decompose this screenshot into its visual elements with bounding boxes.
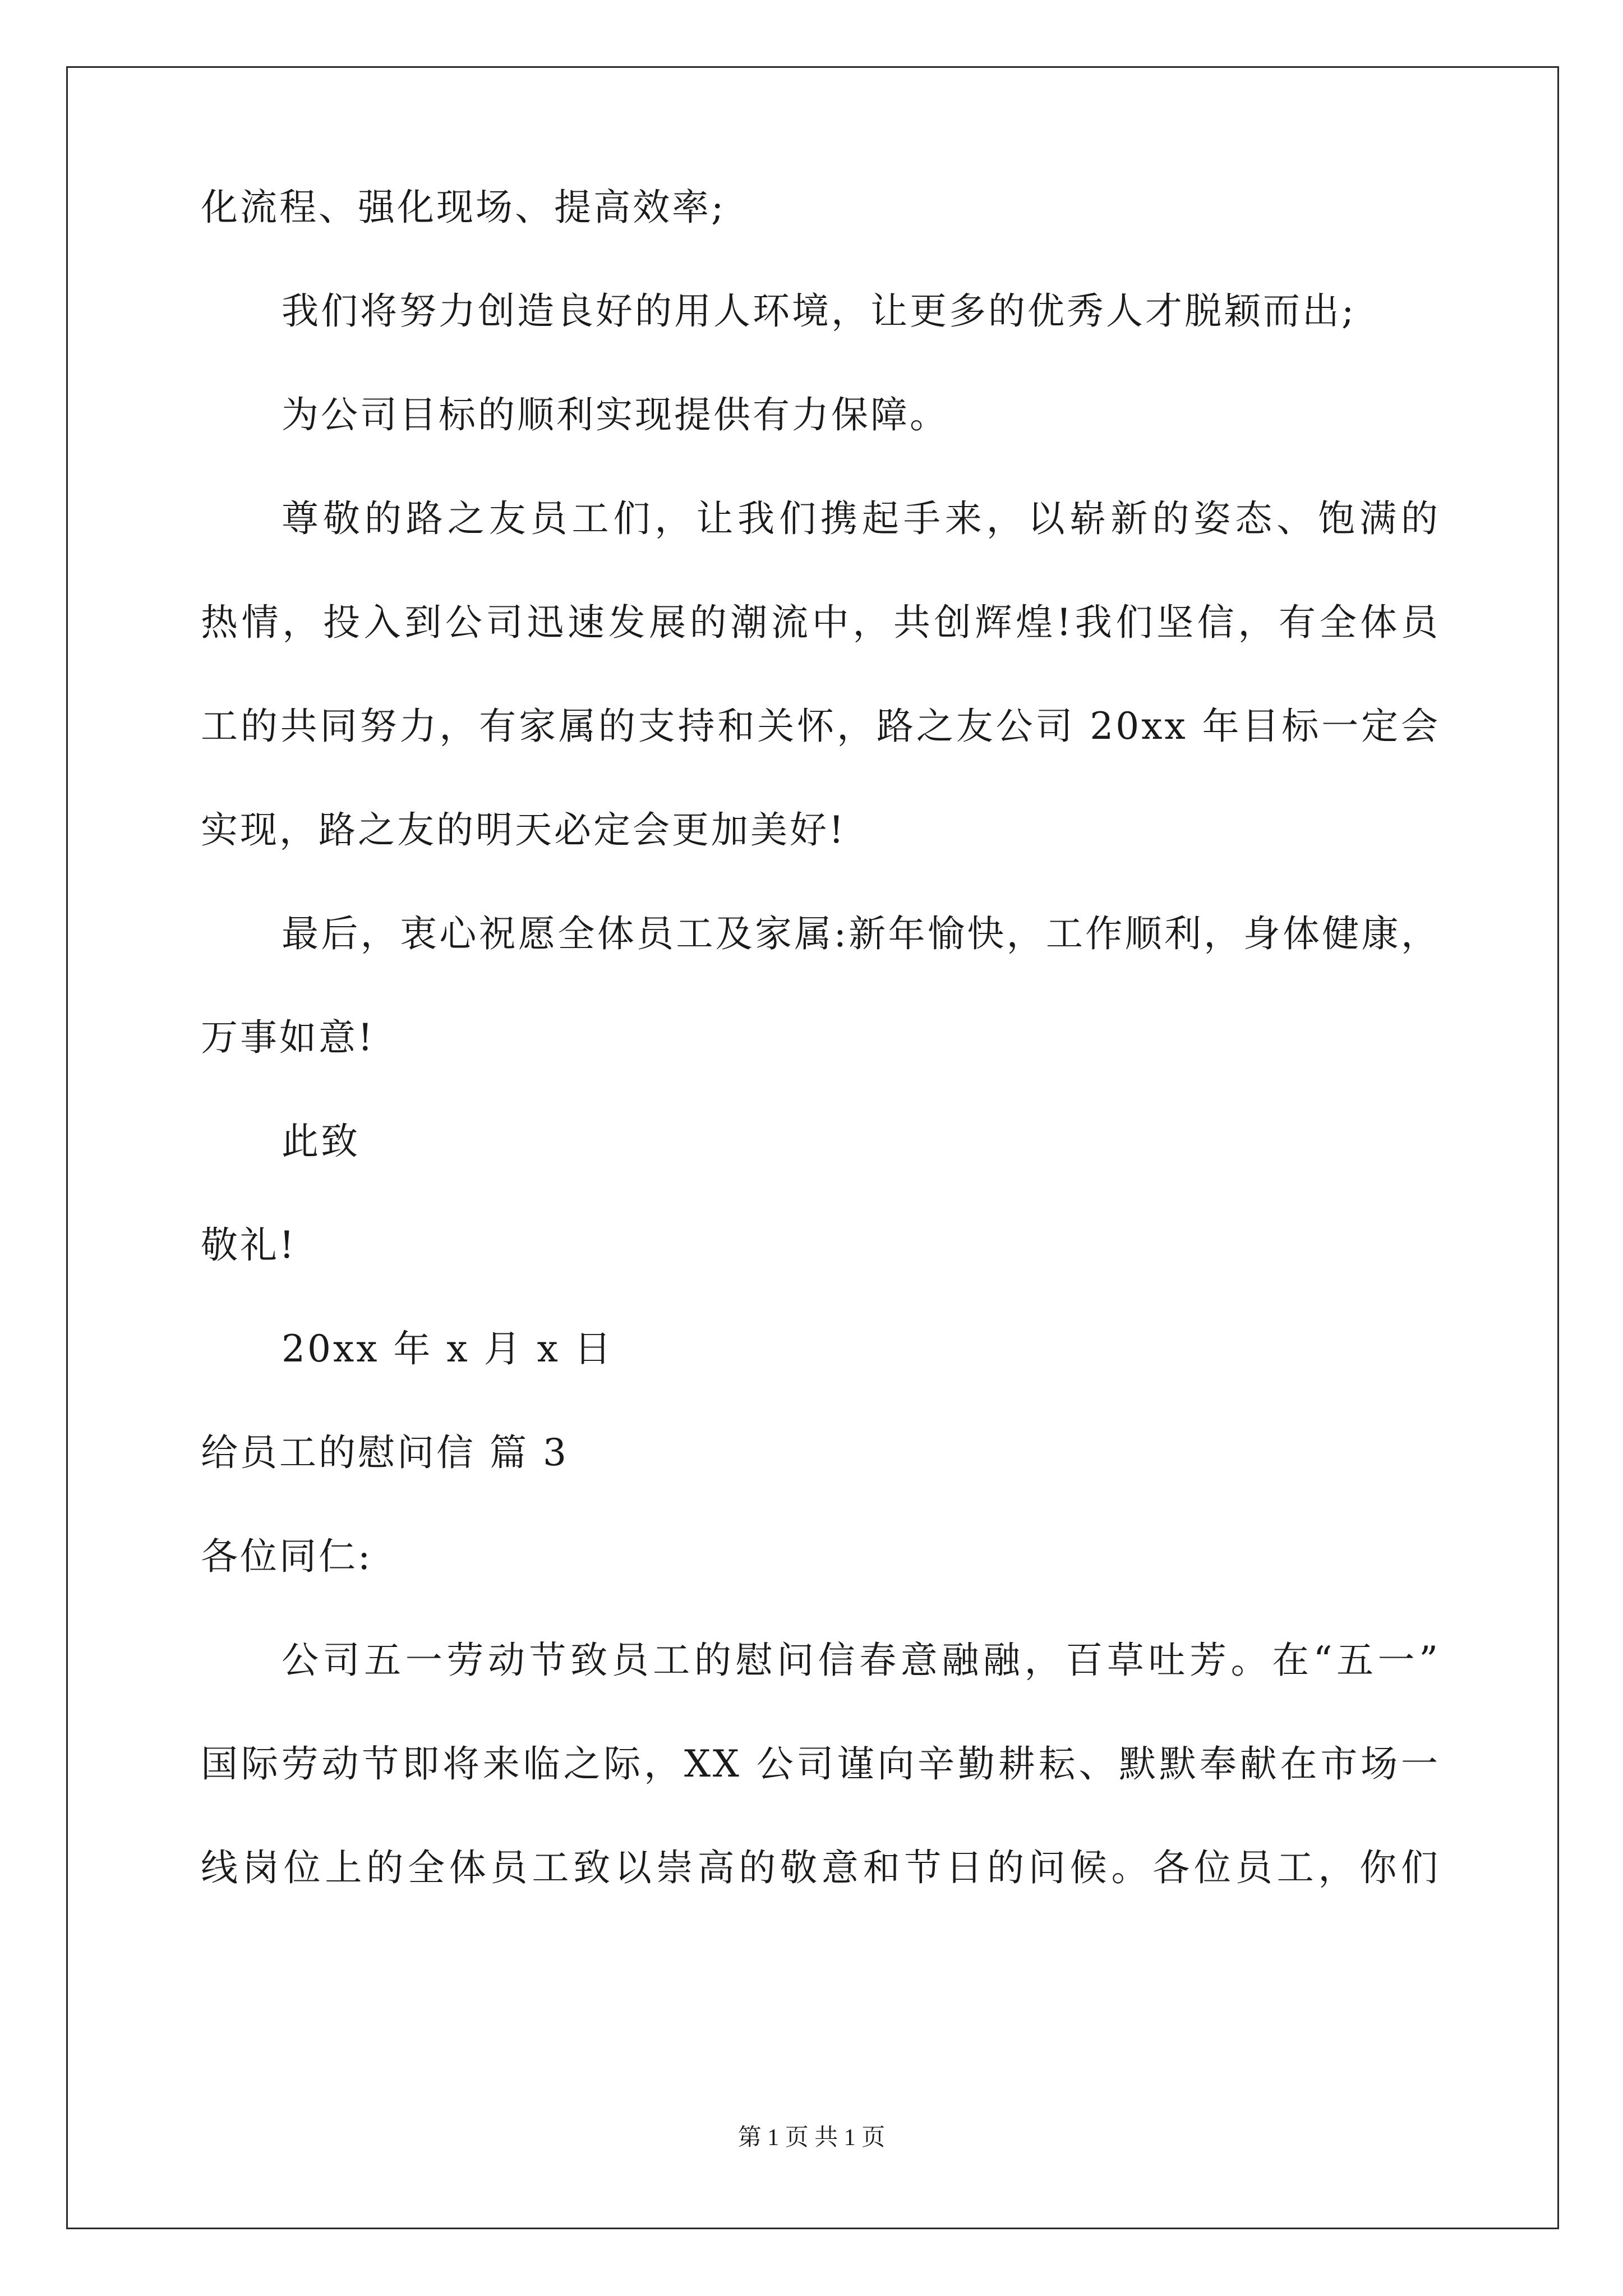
greeting: 各位同仁: [201, 1535, 373, 1578]
paragraph-line: 化流程、强化现场、提高效率; [201, 186, 726, 229]
date-line: 20xx 年 x 月 x 日 [282, 1327, 614, 1370]
paragraph-line: 实现，路之友的明天必定会更加美好! [201, 808, 846, 852]
paragraph-line: 万事如意! [201, 1016, 375, 1059]
closing-regards: 敬礼! [201, 1223, 297, 1267]
paragraph-line: 公司五一劳动节致员工的慰问信春意融融，百草吐芳。在“五一” [282, 1639, 1440, 1682]
paragraph-line: 国际劳动节即将来临之际，XX 公司谨向辛勤耕耘、默默奉献在市场一 [201, 1742, 1440, 1786]
paragraph-line: 为公司目标的顺利实现提供有力保障。 [282, 393, 949, 436]
paragraph-line: 线岗位上的全体员工致以崇高的敬意和节日的问候。各位员工，你们 [201, 1846, 1440, 1889]
paragraph-line: 尊敬的路之友员工们，让我们携起手来，以崭新的姿态、饱满的 [282, 497, 1440, 540]
section-heading: 给员工的慰问信 篇 3 [201, 1431, 569, 1474]
paragraph-line: 热情，投入到公司迅速发展的潮流中，共创辉煌!我们坚信，有全体员 [201, 601, 1440, 644]
paragraph-line: 工的共同努力，有家属的支持和关怀，路之友公司 20xx 年目标一定会 [201, 705, 1440, 748]
paragraph-line: 我们将努力创造良好的用人环境，让更多的优秀人才脱颖而出; [282, 289, 1357, 333]
page-number-footer: 第 1 页 共 1 页 [737, 2125, 886, 2151]
closing-salutation: 此致 [282, 1120, 360, 1163]
paragraph-line: 最后，衷心祝愿全体员工及家属:新年愉快，工作顺利，身体健康， [282, 912, 1440, 955]
